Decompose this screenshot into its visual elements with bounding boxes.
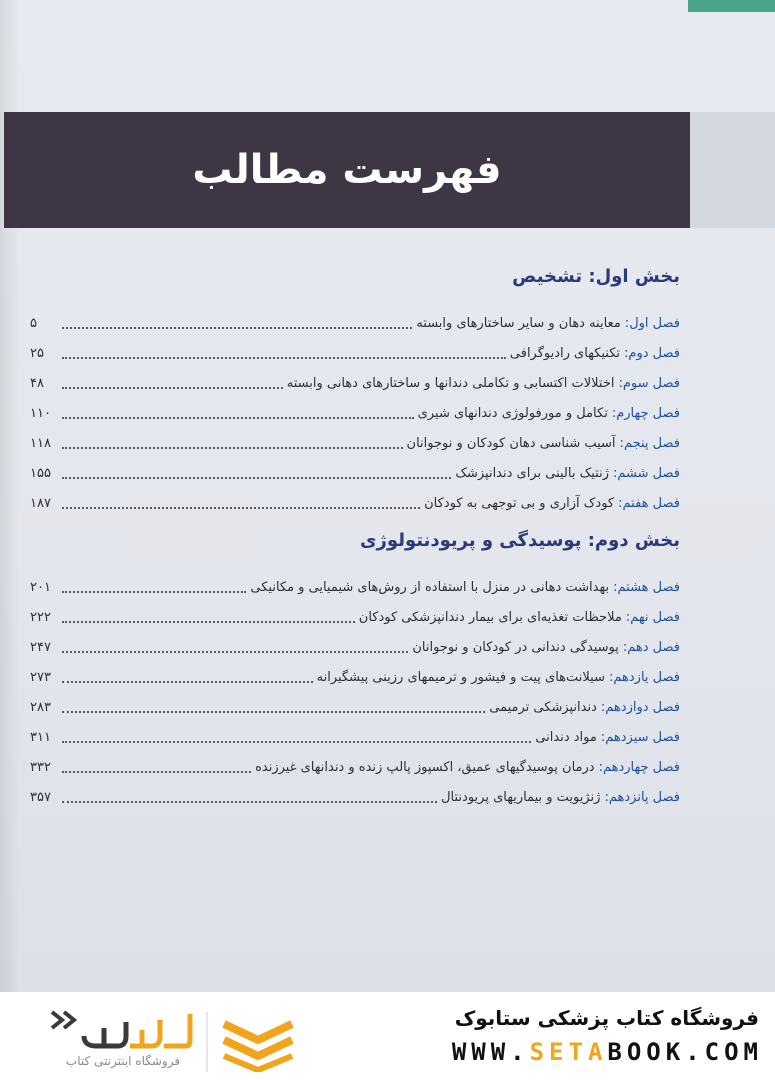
chapter-page-number: ۱۱۸ — [30, 436, 51, 451]
dot-leader — [62, 620, 355, 623]
section-title-part-two: بخش دوم: پوسیدگی و پریودنتولوژی — [360, 530, 680, 551]
logo-divider — [206, 1012, 208, 1072]
chapter-title: سیلانت‌های پیت و فیشور و ترمیمهای رزینی پیشگیرانه — [316, 670, 605, 685]
chapter-label: فصل سوم — [622, 376, 680, 391]
chapter-page-number: ۲۰۱ — [30, 580, 51, 595]
dot-leader — [62, 326, 412, 329]
chapter-page-number: ۲۵ — [30, 346, 44, 361]
dot-leader — [62, 800, 437, 803]
chapter-label: فصل دهم — [627, 640, 680, 655]
chapter-page-number: ۲۷۳ — [30, 670, 51, 685]
chapter-title: بهداشت دهانی در منزل با استفاده از روش‌های شیمیایی و مکانیکی — [250, 580, 610, 595]
dot-leader — [62, 650, 408, 653]
chapter-row — [30, 482, 680, 512]
chapter-title: پوسیدگی دندانی در کودکان و نوجوانان — [412, 640, 619, 655]
dot-leader — [62, 476, 451, 479]
chapter-row — [30, 716, 680, 746]
chapter-colon: : — [600, 700, 606, 715]
chapter-page-number: ۳۳۲ — [30, 760, 51, 775]
chapter-label: فصل پنجم — [623, 436, 680, 451]
chapter-row — [30, 776, 680, 806]
dot-leader — [62, 446, 403, 449]
chapter-row — [30, 746, 680, 776]
chapter-page-number: ۵ — [30, 316, 37, 331]
chapter-page-number: ۳۱۱ — [30, 730, 51, 745]
dot-leader — [62, 416, 414, 419]
chapter-label: فصل اول — [629, 316, 680, 331]
chapter-title: تکنیکهای رادیوگرافی — [509, 346, 621, 361]
chapter-title: کودک آزاری و بی توجهی به کودکان — [424, 496, 615, 511]
chapter-colon: : — [598, 760, 603, 775]
chapter-colon: : — [611, 406, 617, 421]
chapter-row — [30, 452, 680, 482]
chapter-title: ملاحظات تغذیه‌ای برای بیمار دندانپزشکی کودکان — [358, 610, 622, 625]
store-name: فروشگاه کتاب پزشکی ستابوک — [454, 1006, 759, 1030]
chapter-colon: : — [619, 436, 624, 451]
chapter-label: فصل هفتم — [622, 496, 680, 511]
setabook-wordmark-logo — [44, 1006, 194, 1054]
chapter-row — [30, 392, 680, 422]
chapter-label: فصل ششم — [617, 466, 680, 481]
chapter-title: دندانپزشکی ترمیمی — [489, 700, 597, 715]
chapter-label: فصل پانزدهم — [608, 790, 680, 805]
store-website — [452, 1038, 763, 1066]
chapter-page-number: ۱۵۵ — [30, 466, 51, 481]
chevrons-logo-icon — [218, 1016, 298, 1072]
chapter-colon: : — [604, 790, 609, 805]
dot-leader — [62, 770, 251, 773]
site-prefix: WWW. — [451, 1038, 530, 1066]
chapter-row — [30, 626, 680, 656]
chapter-page-number: ۲۴۷ — [30, 640, 51, 655]
chapter-label: فصل هشتم — [617, 580, 680, 595]
chapter-row — [30, 686, 680, 716]
chapter-list-part-one — [30, 302, 680, 512]
chapter-colon: : — [625, 610, 631, 625]
chapter-label: فصل چهاردهم — [602, 760, 680, 775]
table-of-contents — [30, 258, 680, 806]
chapter-colon: : — [613, 466, 618, 481]
chapter-colon: : — [624, 316, 630, 331]
chapter-title: معاینه دهان و سایر ساختارهای وابسته — [416, 316, 621, 331]
dot-leader — [62, 356, 506, 359]
dot-leader — [62, 710, 485, 713]
chapter-list-part-two — [30, 566, 680, 806]
chapter-title: اختلالات اکتسابی و تکاملی دندانها و ساختارهای دهانی وابسته — [286, 376, 615, 391]
chapter-page-number: ۲۲۲ — [30, 610, 51, 625]
chapter-label: فصل دوم — [628, 346, 680, 361]
page-title: فهرست مطالب — [192, 147, 502, 193]
chapter-colon: : — [600, 730, 606, 745]
chapter-row — [30, 566, 680, 596]
chapter-label: فصل نهم — [630, 610, 680, 625]
dot-leader — [62, 506, 420, 509]
chapter-colon: : — [608, 670, 614, 685]
chapter-row — [30, 302, 680, 332]
cover-edge-strip — [688, 0, 775, 12]
chapter-row — [30, 362, 680, 392]
site-suffix: BOOK.COM — [607, 1038, 763, 1066]
chapter-colon: : — [618, 376, 623, 391]
chapter-title: تکامل و مورفولوژی دندانهای شیری — [417, 406, 608, 421]
chapter-page-number: ۱۸۷ — [30, 496, 51, 511]
chapter-colon: : — [622, 640, 628, 655]
chapter-title: ژنژیویت و بیماریهای پریودنتال — [441, 790, 601, 805]
chapter-label: فصل سیزدهم — [605, 730, 680, 745]
dot-leader — [62, 386, 283, 389]
chapter-row — [30, 422, 680, 452]
section-title-part-one: بخش اول: تشخیص — [512, 266, 680, 287]
chapter-page-number: ۱۱۰ — [30, 406, 51, 421]
chapter-colon: : — [624, 346, 629, 361]
chapter-title: مواد دندانی — [535, 730, 597, 745]
dot-leader — [62, 590, 246, 593]
chapter-colon: : — [613, 580, 618, 595]
chapter-page-number: ۳۵۷ — [30, 790, 51, 805]
chapter-page-number: ۲۸۳ — [30, 700, 51, 715]
chapter-row — [30, 656, 680, 686]
chapter-label: فصل چهارم — [616, 406, 680, 421]
chapter-colon: : — [618, 496, 623, 511]
chapter-title: ژنتیک بالینی برای دندانپزشک — [455, 466, 609, 481]
chapter-label: فصل دوازدهم — [605, 700, 680, 715]
logo-subtitle: فروشگاه اینترنتی کتاب — [65, 1054, 181, 1068]
chapter-row — [30, 596, 680, 626]
dot-leader — [62, 680, 313, 683]
chapter-title: درمان پوسیدگیهای عمیق، اکسپوز پالپ زنده و دندانهای غیرزنده — [255, 760, 595, 775]
margin-tab — [690, 112, 775, 228]
chapter-page-number: ۴۸ — [30, 376, 44, 391]
chapter-label: فصل یازدهم — [613, 670, 680, 685]
title-banner — [4, 112, 690, 228]
chapter-row — [30, 332, 680, 362]
dot-leader — [62, 740, 531, 743]
chapter-title: آسیب شناسی دهان کودکان و نوجوانان — [406, 436, 616, 451]
site-accent: SETA — [529, 1038, 608, 1066]
